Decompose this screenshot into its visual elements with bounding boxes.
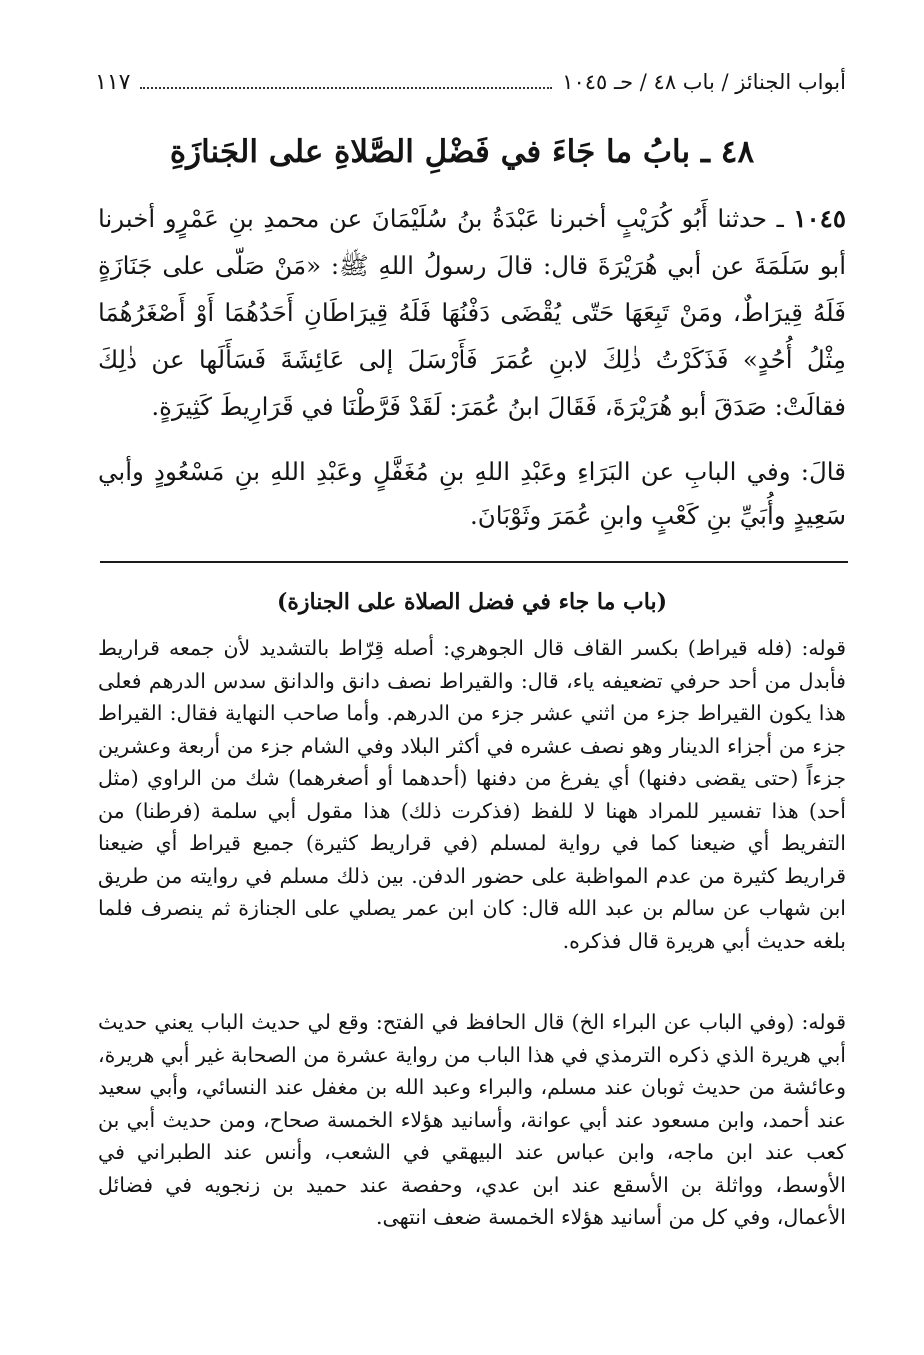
section-divider: [100, 561, 848, 563]
hadith-body: ـ حدثنا أَبُو كُرَيْبٍ أخبرنا عَبْدَةُ بنُ سُلَيْمَانَ عن محمدِ بنِ عَمْرٍو أخبرنا أبو سَلَمَةَ عن أبي هُرَيْرَةَ قال: قالَ رسولُ اللهِ ﷺ: «مَنْ صَلّى على جَنَازَةٍ فَلَهُ قِيرَاطٌ، ومَنْ تَبِعَهَا حَتّى يُقْضَى دَفْنُهَا فَلَهُ قِيرَاطَانِ أَحَدُهُمَا أَوْ أَصْغَرُهُمَا مِثْلُ أُحُدٍ» فَذَكَرْتُ ذٰلِكَ لابنِ عُمَرَ فَأَرْسَلَ إلى عَائِشَةَ فَسَأَلَها عن ذٰلِكَ فقالَتْ: صَدَقَ أبو هُرَيْرَةَ، فَقَالَ ابنُ عُمَرَ: لَقَدْ فَرَّطْنَا في قَرَارِيطَ كَثِيرَةٍ.: [98, 204, 846, 421]
hadith-text: [98, 195, 846, 430]
hadith-bab-note: قالَ: وفي البابِ عن البَرَاءِ وعَبْدِ اللهِ بنِ مُغَفَّلٍ وعَبْدِ اللهِ بنِ مَسْعُودٍ وأبي سَعِيدٍ وأُبَيِّ بنِ كَعْبٍ وابنِ عُمَرَ وثَوْبَانَ.: [98, 457, 846, 530]
commentary-title: (باب ما جاء في فضل الصلاة على الجنازة): [276, 589, 668, 615]
running-head: [95, 62, 846, 102]
dot-leader: [140, 87, 552, 89]
hadith-number: ١٠٤٥: [793, 204, 846, 233]
commentary-paragraph-2: قوله: (وفي الباب عن البراء الخ) قال الحافظ في الفتح: وقع لي حديث الباب يعني حديث أبي هريرة الذي ذكره الترمذي في هذا الباب من رواية عشرة من الصحابة غير أبي هريرة، وعائشة من حديث ثوبان عند مسلم، والبراء وعبد الله بن مغفل عند النسائي، وأبي سعيد عند أحمد، وابن مسعود عند أبي عوانة، وأسانيد هؤلاء الخمسة صحاح، ومن حديث أبي بن كعب عند ابن ماجه، وابن عباس عند البيهقي في الشعب، وأنس عند الطبراني في الأوسط، وواثلة بن الأسقع عند ابن عدي، وحفصة عند حميد بن زنجويه في فضائل الأعمال، وفي كل من أسانيد هؤلاء الخمسة ضعف انتهى.: [98, 1010, 846, 1229]
page-number: ١١٧: [95, 69, 131, 95]
commentary-paragraph-1: قوله: (فله قيراط) بكسر القاف قال الجوهري: أصله قِرّاط بالتشديد لأن جمعه قراريط فأبدل من أحد حرفي تضعيفه ياء، قال: والقيراط نصف دانق والدانق سدس الدرهم فعلى هذا يكون القيراط جزء من اثني عشر جزء من الدرهم. وأما صاحب النهاية فقال: القيراط جزء من أجزاء الدينار وهو نصف عشره في أكثر البلاد وفي الشام جزء من أربعة وعشرين جزءاً (حتى يقضى دفنها) أي يفرغ من دفنها (أحدهما أو أصغرهما) شك من الراوي (مثل أحد) هذا تفسير للمراد ههنا لا للفظ (فذكرت ذلك) هذا مقول أبي سلمة (فرطنا) من التفريط أي ضيعنا كما في رواية لمسلم (في قراريط كثيرة) جميع قيراط أي ضيعنا قراريط كثيرة من عدم المواظبة على حضور الدفن. بين ذلك مسلم في روايته من طريق ابن شهاب عن سالم بن عبد الله قال: كان ابن عمر يصلي على الجنازة ثم ينصرف فلما بلغه حديث أبي هريرة قال فذكره.: [98, 636, 846, 953]
chapter-heading: ٤٨ ـ بابُ ما جَاءَ في فَضْلِ الصَّلاةِ على الجَنازَةِ: [169, 134, 755, 170]
running-head-title: أبواب الجنائز / باب ٤٨ / حـ ١٠٤٥: [562, 70, 846, 94]
